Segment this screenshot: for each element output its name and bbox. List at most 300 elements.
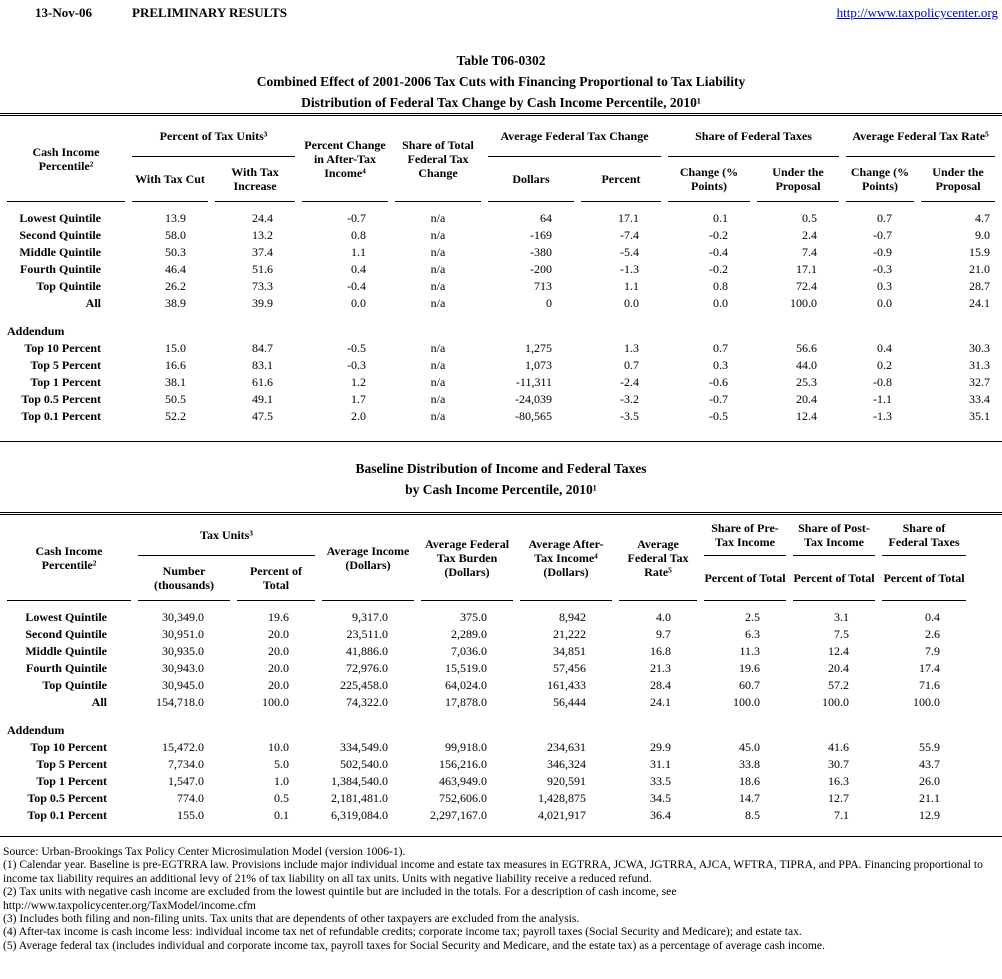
cell: -0.6: [709, 375, 729, 389]
cell: 35.1: [969, 409, 991, 423]
table-row: [7, 609, 1002, 626]
cell: -0.5: [709, 409, 729, 423]
cell: 0.7: [713, 341, 729, 355]
cell: 30,945.0: [162, 678, 204, 692]
cell: 7,036.0: [451, 644, 487, 658]
row-label: Lowest Quintile: [19, 211, 101, 225]
cell: 19.6: [268, 610, 289, 624]
cell: 463,949.0: [439, 774, 487, 788]
cell: -3.2: [620, 392, 640, 406]
cell: 2.5: [745, 610, 760, 624]
cell: 25.3: [796, 375, 818, 389]
cell: 17.1: [618, 211, 640, 225]
footnote: Source: Urban-Brookings Tax Policy Center Microsimulation Model (version 1006-1).: [3, 845, 406, 858]
colgroup-share-pre-tax-income: Share of Pre-Tax Income: [704, 515, 786, 556]
empty-cell: [973, 677, 1002, 694]
empty-cell: [973, 773, 1002, 790]
cell: 154,718.0: [156, 695, 204, 709]
col-change-points-share: Change (% Points): [668, 157, 750, 202]
cell: -0.7: [347, 211, 366, 225]
cell: 17.4: [919, 661, 940, 675]
addendum-label: Addendum: [7, 324, 65, 338]
row-label: Top 1 Percent: [30, 375, 101, 389]
col-average-federal-tax-burden: Average Federal Tax Burden (Dollars): [421, 515, 513, 601]
cell: 1,547.0: [168, 774, 204, 788]
cell: 24.4: [252, 211, 273, 225]
row-label: Top 10 Percent: [30, 740, 107, 754]
tax-change-table: [0, 113, 1002, 442]
table-row: [7, 643, 1002, 660]
cell: 99,918.0: [445, 740, 487, 754]
cell: 19.6: [739, 661, 760, 675]
table-row: [7, 807, 1002, 824]
row-label: Top 5 Percent: [30, 358, 101, 372]
cell: 26.0: [919, 774, 940, 788]
cell: -380: [530, 245, 552, 259]
row-label: Fourth Quintile: [25, 661, 107, 675]
col-cash-income-percentile: Cash Income Percentile²: [7, 116, 125, 202]
cell: 1.1: [351, 245, 366, 259]
cell: 30,943.0: [162, 661, 204, 675]
row-label: Top 0.1 Percent: [21, 409, 101, 423]
cell: 20.4: [828, 661, 849, 675]
empty-cell: [973, 694, 1002, 711]
cell: 50.3: [165, 245, 186, 259]
cell: 50.5: [165, 392, 186, 406]
table-row: [7, 357, 995, 374]
cell: 15.0: [165, 341, 186, 355]
cell: 2.0: [351, 409, 366, 423]
cell: 920,591: [547, 774, 586, 788]
cell: 12.7: [828, 791, 849, 805]
cell: 15.9: [969, 245, 991, 259]
cell: 30.3: [969, 341, 991, 355]
cell: 9.7: [656, 627, 671, 641]
empty-cell: [973, 807, 1002, 824]
cell: 15,472.0: [162, 740, 204, 754]
cell: 0.4: [925, 610, 940, 624]
table-row: [7, 261, 995, 278]
cell: 43.7: [919, 757, 940, 771]
footnote: http://www.taxpolicycenter.org/TaxModel/income.cfm: [3, 898, 256, 912]
cell: -7.4: [620, 228, 640, 242]
cell: 225,458.0: [340, 678, 388, 692]
cell: 17,878.0: [445, 695, 487, 709]
cell: -2.4: [620, 375, 640, 389]
table-row: [7, 210, 995, 227]
col-cash-income-percentile2: Cash Income Percentile²: [7, 515, 131, 601]
cell: n/a: [430, 228, 446, 242]
footnote: (2) Tax units with negative cash income are excluded from the lowest quintile but are included in the totals. For a description of cash income, see: [3, 885, 677, 899]
cell: 1.1: [624, 279, 640, 293]
cell: 9.0: [975, 228, 991, 242]
cell: -0.5: [347, 341, 366, 355]
row-label: Top 10 Percent: [24, 341, 101, 355]
col-percent-of-total-fed: Percent of Total: [882, 556, 966, 601]
cell: 2.6: [925, 627, 940, 641]
cell: 8.5: [745, 808, 760, 822]
cell: 20.0: [268, 644, 289, 658]
row-label: Top Quintile: [36, 279, 101, 293]
cell: 100.0: [262, 695, 289, 709]
cell: 23,511.0: [346, 627, 388, 641]
table2-body: [7, 609, 1002, 711]
cell: -0.2: [709, 262, 729, 276]
cell: 20.0: [268, 678, 289, 692]
col-change-points-rate: Change (% Points): [846, 157, 914, 202]
cell: 7.5: [834, 627, 849, 641]
cell: 46.4: [165, 262, 186, 276]
cell: 2,181,481.0: [331, 791, 388, 805]
cell: 17.1: [796, 262, 818, 276]
colgroup-average-federal-tax-rate: Average Federal Tax Rate⁵: [846, 116, 995, 157]
cell: 6,319,084.0: [331, 808, 388, 822]
cell: 57.2: [828, 678, 849, 692]
cell: -0.4: [347, 279, 366, 293]
row-label: All: [91, 695, 107, 709]
cell: -5.4: [620, 245, 640, 259]
cell: n/a: [430, 341, 446, 355]
status-label: PRELIMINARY RESULTS: [132, 5, 288, 20]
col-dollars: Dollars: [488, 157, 574, 202]
cell: 24.1: [650, 695, 671, 709]
cell: 4.0: [656, 610, 671, 624]
cell: 44.0: [796, 358, 818, 372]
cell: 84.7: [252, 341, 273, 355]
cell: -0.8: [873, 375, 893, 389]
cell: n/a: [430, 392, 446, 406]
col-percent-of-total-post: Percent of Total: [793, 556, 875, 601]
empty-cell: [973, 609, 1002, 626]
cell: 33.4: [969, 392, 991, 406]
cell: 32.7: [969, 375, 991, 389]
col-number-thousands: Number (thousands): [138, 556, 230, 601]
cell: 0.3: [877, 279, 893, 293]
cell: 1,073: [525, 358, 552, 372]
table-row: [7, 408, 995, 425]
cell: 33.5: [650, 774, 671, 788]
cell: 0.3: [713, 358, 729, 372]
colgroup-tax-units: Tax Units³: [138, 515, 315, 556]
cell: 34.5: [650, 791, 671, 805]
footnote: (4) After-tax income is cash income less: individual income tax net of refundable credits; corporate income tax; payroll taxes (Social Security and Medicare); and estate tax.: [3, 925, 802, 939]
cell: 57,456: [553, 661, 586, 675]
empty-cell: [973, 756, 1002, 773]
cell: 100.0: [913, 695, 940, 709]
page-date: 13-Nov-06: [35, 5, 93, 20]
cell: 2,297,167.0: [430, 808, 487, 822]
cell: 1.0: [274, 774, 289, 788]
cell: -0.4: [709, 245, 729, 259]
cell: 52.2: [165, 409, 186, 423]
cell: 713: [534, 279, 552, 293]
cell: -0.7: [709, 392, 729, 406]
table2-header: [7, 515, 1002, 601]
cell: n/a: [430, 375, 446, 389]
cell: -0.2: [709, 228, 729, 242]
table-row: [7, 391, 995, 408]
cell: 12.4: [828, 644, 849, 658]
table2-title-line1: Baseline Distribution of Income and Federal Taxes: [355, 461, 647, 476]
cell: 8,942: [559, 610, 586, 624]
cell: -0.3: [347, 358, 366, 372]
col-percent-of-total-pre: Percent of Total: [704, 556, 786, 601]
cell: 100.0: [822, 695, 849, 709]
cell: -0.7: [873, 228, 893, 242]
cell: 1.2: [351, 375, 366, 389]
cell: 41.6: [828, 740, 849, 754]
cell: 12.4: [796, 409, 818, 423]
col-percent-of-total-units: Percent of Total: [237, 556, 315, 601]
cell: 0.0: [877, 296, 893, 310]
row-label: Second Quintile: [25, 627, 107, 641]
cell: 7.1: [834, 808, 849, 822]
cell: 0.0: [624, 296, 640, 310]
cell: 26.2: [165, 279, 186, 293]
cell: 83.1: [252, 358, 273, 372]
cell: 0.7: [624, 358, 640, 372]
cell: 20.0: [268, 627, 289, 641]
table-row: [7, 278, 995, 295]
cell: n/a: [430, 262, 446, 276]
cell: 100.0: [790, 296, 818, 310]
table1-title: [0, 50, 1002, 113]
table1-addendum-body: [7, 340, 995, 425]
cell: 72,976.0: [346, 661, 388, 675]
cell: 4.7: [975, 211, 991, 225]
cell: 72.4: [796, 279, 818, 293]
col-average-after-tax-income: Average After-Tax Income⁴ (Dollars): [520, 515, 612, 601]
cell: 0.7: [877, 211, 893, 225]
cell: 234,631: [547, 740, 586, 754]
cell: 1.7: [351, 392, 366, 406]
colgroup-average-federal-tax-change: Average Federal Tax Change: [488, 116, 661, 157]
baseline-distribution-table: [0, 512, 1002, 837]
cell: 21,222: [553, 627, 586, 641]
cell: 0: [546, 296, 552, 310]
row-label: Lowest Quintile: [25, 610, 107, 624]
cell: -200: [530, 262, 552, 276]
cell: 7.9: [925, 644, 940, 658]
empty-cell: [973, 660, 1002, 677]
footnotes: [0, 845, 1002, 952]
cell: 20.4: [796, 392, 818, 406]
addendum-label2: Addendum: [7, 723, 65, 737]
empty-cell: [973, 739, 1002, 756]
cell: 28.7: [969, 279, 991, 293]
cell: 16.6: [165, 358, 186, 372]
table-row: [7, 677, 1002, 694]
cell: 502,540.0: [340, 757, 388, 771]
table-row: [7, 773, 1002, 790]
table1-body: [7, 210, 995, 312]
cell: 3.1: [834, 610, 849, 624]
table1-title-line2: Combined Effect of 2001-2006 Tax Cuts with Financing Proportional to Tax Liability: [256, 74, 746, 89]
col-average-income: Average Income (Dollars): [322, 515, 414, 601]
cell: 13.9: [165, 211, 186, 225]
table-row: [7, 340, 995, 357]
cell: 29.9: [650, 740, 671, 754]
footnote: (1) Calendar year. Baseline is pre-EGTRRA law. Provisions include major individual income and estate tax measures in EGTRRA, JCWA, JGTRRA, AJCA, WFTRA, TIPRA, and PPA. Financing proportional to income tax liability requires an additional levy of 21% of tax liability on all tax units. Units with negative liability receive a reduced refund.: [3, 858, 983, 885]
table-row: [7, 660, 1002, 677]
table-row: [7, 626, 1002, 643]
spacer-column: [973, 515, 1002, 601]
cell: 1,275: [525, 341, 552, 355]
cell: 0.4: [351, 262, 366, 276]
table2-title-line2: by Cash Income Percentile, 2010¹: [405, 482, 597, 497]
col-percent: Percent: [581, 157, 661, 202]
cell: 30,349.0: [162, 610, 204, 624]
cell: -0.3: [873, 262, 893, 276]
cell: 2,289.0: [451, 627, 487, 641]
cell: 9,317.0: [352, 610, 388, 624]
cell: -1.3: [873, 409, 893, 423]
cell: 2.4: [802, 228, 818, 242]
table-row: [7, 790, 1002, 807]
cell: 33.8: [739, 757, 760, 771]
cell: 38.9: [165, 296, 186, 310]
cell: 64: [540, 211, 552, 225]
cell: 752,606.0: [439, 791, 487, 805]
table-row: [7, 739, 1002, 756]
cell: 71.6: [919, 678, 940, 692]
cell: 0.8: [351, 228, 366, 242]
cell: 21.3: [650, 661, 671, 675]
cell: n/a: [430, 211, 446, 225]
cell: 30.7: [828, 757, 849, 771]
cell: n/a: [430, 296, 446, 310]
cell: 12.9: [919, 808, 940, 822]
footnote: (3) Includes both filing and non-filing units. Tax units that are dependents of other taxpayers are excluded from the analysis.: [3, 912, 580, 926]
cell: 7.4: [802, 245, 818, 259]
table1-title-line1: Table T06-0302: [456, 53, 546, 68]
cell: 375.0: [460, 610, 487, 624]
cell: 16.3: [828, 774, 849, 788]
cell: 14.7: [739, 791, 760, 805]
col-with-tax-cut: With Tax Cut: [132, 157, 208, 202]
cell: -1.3: [620, 262, 640, 276]
cell: 774.0: [177, 791, 204, 805]
table-row: [7, 694, 1002, 711]
cell: 15,519.0: [445, 661, 487, 675]
row-label: Top 5 Percent: [36, 757, 107, 771]
cell: 73.3: [252, 279, 273, 293]
colgroup-share-of-federal-taxes: Share of Federal Taxes: [668, 116, 839, 157]
cell: 74,322.0: [346, 695, 388, 709]
colgroup-share-federal-taxes: Share of Federal Taxes: [882, 515, 966, 556]
row-label: Middle Quintile: [19, 245, 101, 259]
cell: 13.2: [252, 228, 273, 242]
cell: 55.9: [919, 740, 940, 754]
cell: 1,384,540.0: [331, 774, 388, 788]
cell: n/a: [430, 245, 446, 259]
cell: 31.3: [969, 358, 991, 372]
colgroup-percent-of-tax-units: Percent of Tax Units³: [132, 116, 295, 157]
row-label: Top 1 Percent: [36, 774, 107, 788]
colgroup-share-post-tax-income: Share of Post-Tax Income: [793, 515, 875, 556]
site-link[interactable]: http://www.taxpolicycenter.org: [836, 5, 998, 20]
cell: -24,039: [515, 392, 552, 406]
cell: 155.0: [177, 808, 204, 822]
col-average-federal-tax-rate: Average Federal Tax Rate⁵: [619, 515, 697, 601]
cell: -11,311: [515, 375, 552, 389]
cell: 56.6: [796, 341, 818, 355]
cell: 161,433: [547, 678, 586, 692]
cell: 21.1: [919, 791, 940, 805]
cell: 47.5: [252, 409, 273, 423]
cell: 56,444: [553, 695, 586, 709]
cell: 51.6: [252, 262, 273, 276]
cell: 20.0: [268, 661, 289, 675]
cell: 38.1: [165, 375, 186, 389]
cell: 58.0: [165, 228, 186, 242]
row-label: Top Quintile: [42, 678, 107, 692]
col-under-proposal-rate: Under the Proposal: [921, 157, 995, 202]
cell: 30,935.0: [162, 644, 204, 658]
cell: n/a: [430, 279, 446, 293]
cell: 37.4: [252, 245, 273, 259]
cell: 0.4: [877, 341, 893, 355]
empty-cell: [973, 790, 1002, 807]
cell: 0.0: [713, 296, 729, 310]
cell: 0.5: [802, 211, 818, 225]
cell: 64,024.0: [445, 678, 487, 692]
footnote: (5) Average federal tax (includes individual and corporate income tax, payroll taxes for Social Security and Medicare, and the estate tax) as a percentage of average cash income.: [3, 938, 825, 952]
cell: 61.6: [252, 375, 273, 389]
cell: n/a: [430, 358, 446, 372]
empty-cell: [973, 643, 1002, 660]
cell: 0.1: [274, 808, 289, 822]
cell: 21.0: [969, 262, 991, 276]
cell: 28.4: [650, 678, 671, 692]
cell: 0.0: [351, 296, 366, 310]
cell: 39.9: [252, 296, 273, 310]
empty-cell: [973, 626, 1002, 643]
row-label: Second Quintile: [19, 228, 101, 242]
cell: n/a: [430, 409, 446, 423]
cell: -1.1: [873, 392, 893, 406]
cell: 34,851: [553, 644, 586, 658]
cell: -3.5: [620, 409, 640, 423]
cell: 7,734.0: [168, 757, 204, 771]
cell: 100.0: [733, 695, 760, 709]
cell: 49.1: [252, 392, 273, 406]
cell: 41,886.0: [346, 644, 388, 658]
table-row: [7, 374, 995, 391]
col-under-proposal-share: Under the Proposal: [757, 157, 839, 202]
cell: 156,216.0: [439, 757, 487, 771]
cell: -80,565: [515, 409, 552, 423]
table2-title: [0, 458, 1002, 500]
cell: 18.6: [739, 774, 760, 788]
cell: 346,324: [547, 757, 586, 771]
table-row: [7, 295, 995, 312]
cell: 5.0: [274, 757, 289, 771]
row-label: Top 0.5 Percent: [21, 392, 101, 406]
table2-addendum-body: [7, 739, 1002, 824]
cell: 36.4: [650, 808, 671, 822]
cell: 11.3: [739, 644, 760, 658]
row-label: Top 0.5 Percent: [27, 791, 107, 805]
cell: 1,428,875: [538, 791, 586, 805]
cell: 334,549.0: [340, 740, 388, 754]
row-label: Top 0.1 Percent: [27, 808, 107, 822]
table-row: [7, 244, 995, 261]
cell: 4,021,917: [538, 808, 586, 822]
cell: 16.8: [650, 644, 671, 658]
cell: -169: [530, 228, 552, 242]
row-label: Middle Quintile: [25, 644, 107, 658]
